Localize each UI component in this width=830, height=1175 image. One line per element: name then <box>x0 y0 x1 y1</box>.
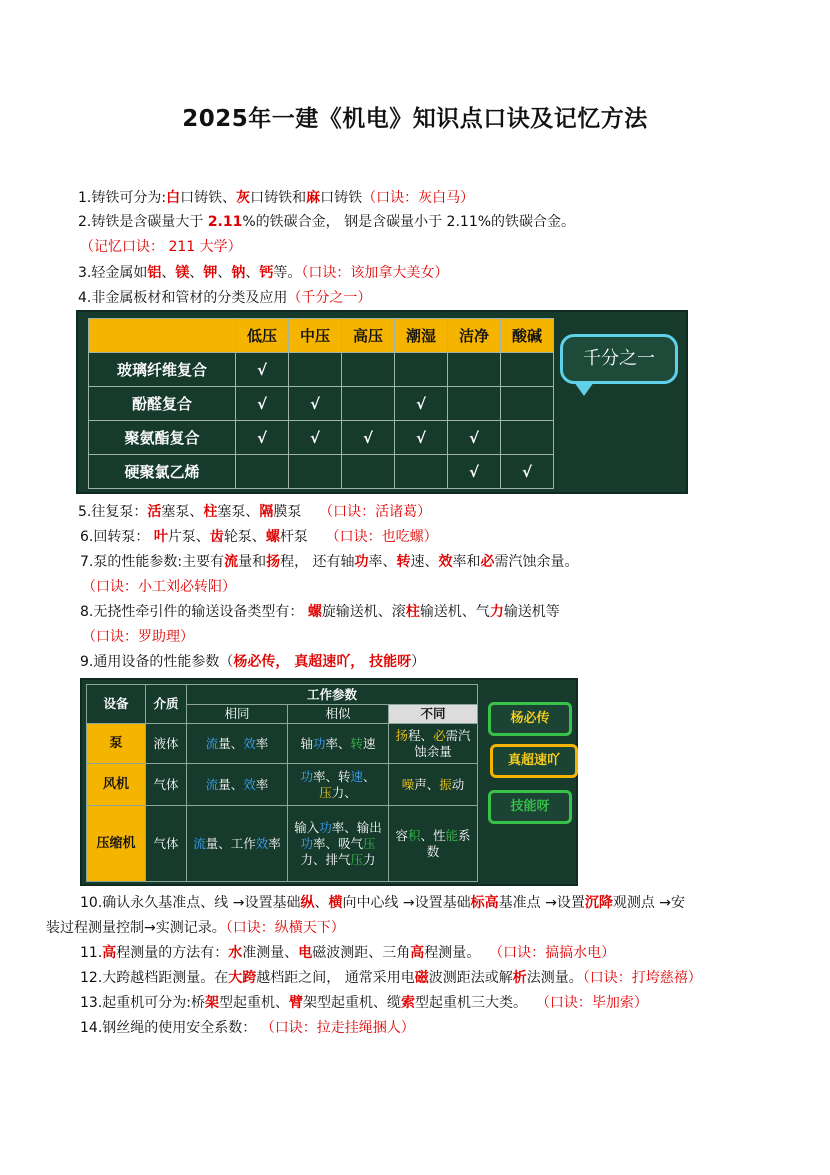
equipment-params-table: 设备 介质 工作参数 相同 相似 不同 泵 液体 流量、效率 轴功率、转速 扬程、必需汽蚀余量 风机 气体 流量、效率 功率、转速、 压力、 噪声、振动 压缩机 气体 流量、工作效率 输入功率、输出功率、吸气压力、排气压力 容积、性能系数 <box>86 684 478 882</box>
item-7: 7.泵的性能参数:主要有流量和扬程， 还有轴功率、转速、效率和必需汽蚀余量。 <box>80 554 579 570</box>
item-13: 13.起重机可分为:桥架型起重机、臂架型起重机、缆索型起重机三大类。 （口诀：毕加索） <box>80 995 648 1011</box>
item-12: 12.大跨越档距测量。在大跨越档距之间， 通常采用电磁波测距法或解析法测量。（口诀：打垮慈禧） <box>80 970 702 986</box>
item-7-mnemonic: （口诀：小工刘必转阳） <box>82 579 236 595</box>
item-3: 3.轻金属如铝、镁、钾、钠、钙等。（口诀：该加拿大美女） <box>78 265 449 281</box>
equipment-board <box>80 678 578 886</box>
nonmetal-table: 低压 中压 高压 潮湿 洁净 酸碱 玻璃纤维复合 √ 酚醛复合 √ √ √ 聚氨酯复合 √ √ √ √ √ 硬聚氯乙烯 √ √ <box>88 318 554 489</box>
table-row: 泵 液体 流量、效率 轴功率、转速 扬程、必需汽蚀余量 <box>87 724 478 764</box>
nonmetal-board <box>76 310 688 494</box>
item-1: 1.铸铁可分为:白口铸铁、灰口铸铁和麻口铸铁（口诀：灰白马） <box>78 190 475 206</box>
item-11: 11.高程测量的方法有：水准测量、电磁波测距、三角高程测量。 （口诀：搞搞水电） <box>80 945 616 961</box>
item-8: 8.无挠性牵引件的输送设备类型有： 螺旋输送机、滚柱输送机、气力输送机等 <box>80 604 560 620</box>
item-9: 9.通用设备的性能参数（杨必传， 真超速吖， 技能呀） <box>80 654 426 670</box>
speech-bubble: 千分之一 <box>560 334 678 384</box>
item-8-mnemonic: （口诀：罗助理） <box>82 629 194 645</box>
table-row: 风机 气体 流量、效率 功率、转速、 压力、 噪声、振动 <box>87 764 478 806</box>
table-row: 硬聚氯乙烯 √ √ <box>89 455 554 489</box>
item-14: 14.钢丝绳的使用安全系数： （口诀：拉走挂绳捆人） <box>80 1020 415 1036</box>
page-title: 2025年一建《机电》知识点口诀及记忆方法 <box>182 106 648 132</box>
item-5: 5.往复泵：活塞泵、柱塞泵、隔膜泵 （口诀：活诸葛） <box>78 504 432 520</box>
tag-yang: 杨必传 <box>488 702 572 736</box>
table-row: 压缩机 气体 流量、工作效率 输入功率、输出功率、吸气压力、排气压力 容积、性能系数 <box>87 806 478 882</box>
item-6: 6.回转泵： 叶片泵、齿轮泵、螺杆泵 （口诀：也吃螺） <box>80 529 438 545</box>
item-2: 2.铸铁是含碳量大于 2.11%的铁碳合金， 钢是含碳量小于 2.11%的铁碳合金。 <box>78 214 576 230</box>
item-10-cont: 装过程测量控制→实测记录。（口诀：纵横天下） <box>46 920 345 936</box>
tag-zhen: 真超速吖 <box>490 744 578 778</box>
bubble-tail-icon <box>574 382 594 396</box>
item-10: 10.确认永久基准点、线 →设置基础纵、横向中心线 →设置基础标高基准点 →设置沉降观测点 →安 <box>80 895 686 911</box>
item-4: 4.非金属板材和管材的分类及应用（千分之一） <box>78 290 372 306</box>
table-row: 玻璃纤维复合 √ <box>89 353 554 387</box>
tag-ji: 技能呀 <box>488 790 572 824</box>
table-row: 酚醛复合 √ √ √ <box>89 387 554 421</box>
item-2-mnemonic: （记忆口诀： 211 大学） <box>80 239 242 255</box>
table-row: 聚氨酯复合 √ √ √ √ √ <box>89 421 554 455</box>
